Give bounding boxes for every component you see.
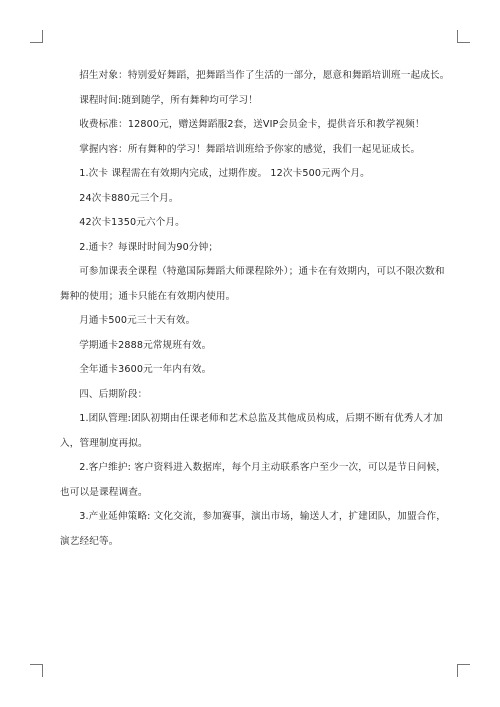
paragraph-fee-standard: 收费标准：12800元，赠送舞蹈服2套，送VIP会员金卡，提供音乐和教学视频！ bbox=[79, 119, 425, 130]
paragraph-session-card: 1.次卡 课程需在有效期内完成，过期作废。 12次卡500元两个月。 bbox=[79, 168, 370, 179]
crop-mark-top-right bbox=[457, 30, 470, 43]
paragraph-customer-maintenance: 2.客户维护: 客户资料进入数据库，每个月主动联系客户至少一次，可以是节日问候，也可以是课程调查。 bbox=[60, 462, 446, 498]
paragraph-industry-extension: 3.产业延伸策略: 文化交流，参加赛事，演出市场，输送人才，扩建团队，加盟合作，演艺经纪等。 bbox=[60, 511, 446, 547]
paragraph-monthly-pass: 月通卡500元三十天有效。 bbox=[79, 315, 196, 326]
paragraph-annual-pass: 全年通卡3600元一年内有效。 bbox=[79, 364, 212, 375]
paragraph-42-session-card: 42次卡1350元六个月。 bbox=[79, 217, 185, 228]
paragraph-24-session-card: 24次卡880元三个月。 bbox=[79, 192, 179, 204]
paragraph-course-time: 课程时间:随到随学，所有舞种均可学习！ bbox=[79, 94, 258, 106]
paragraph-team-management: 1.团队管理:团队初期由任课老师和艺术总监及其他成员构成，后期不断有优秀人才加入，管理制度再拟。 bbox=[60, 413, 443, 449]
paragraph-term-pass: 学期通卡2888元常规班有效。 bbox=[79, 339, 212, 351]
crop-mark-bottom-left bbox=[30, 664, 43, 677]
paragraph-pass-card-details: 可参加课表全课程（特邀国际舞蹈大师课程除外）；通卡在有效期内，可以不限次数和舞种的使用；通卡只能在有效期内使用。 bbox=[60, 266, 445, 302]
crop-mark-top-left bbox=[30, 30, 43, 43]
crop-mark-bottom-right bbox=[457, 664, 470, 677]
paragraph-pass-card: 2.通卡？每课时时间为90分钟； bbox=[79, 241, 219, 253]
section-heading-later-stage: 四、后期阶段： bbox=[79, 388, 148, 400]
paragraph-enrollment-target: 招生对象：特别爱好舞蹈，把舞蹈当作了生活的一部分，愿意和舞蹈培训班一起成长。 bbox=[79, 70, 450, 81]
paragraph-content-mastery: 掌握内容：所有舞种的学习！舞蹈培训班给予你家的感觉，我们一起见证成长。 bbox=[79, 143, 421, 155]
document-body bbox=[60, 64, 450, 554]
